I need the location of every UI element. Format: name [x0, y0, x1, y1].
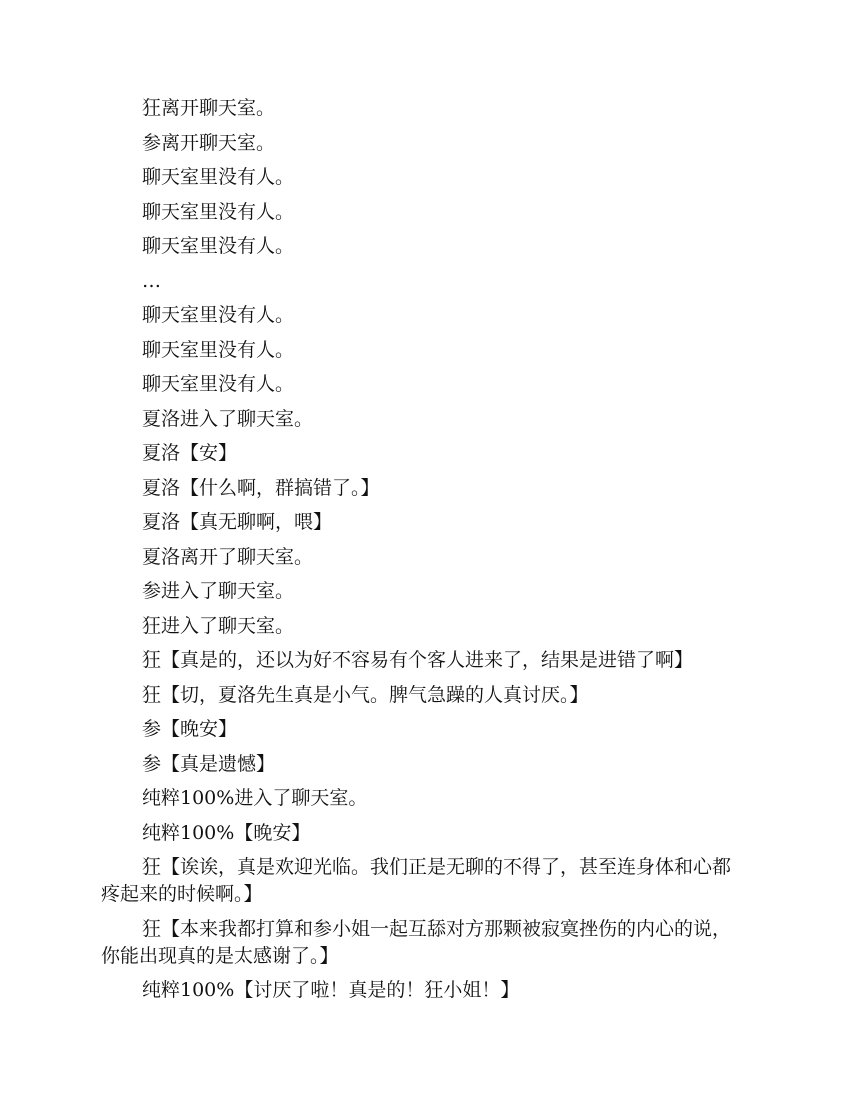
text-line: 聊天室里没有人。: [142, 200, 295, 223]
text-line: 狂【本来我都打算和参小姐一起互舔对方那颗被寂寞挫伤的内心的说，你能出现真的是太感谢了。】: [101, 917, 732, 967]
ellipsis-line: …: [142, 269, 161, 292]
text-line: 狂【真是的，还以为好不容易有个客人进来了，结果是进错了啊】: [142, 649, 694, 671]
text-line: 狂【切，夏洛先生真是小气。脾气急躁的人真讨厌。】: [142, 683, 589, 706]
text-line: 夏洛【什么啊，群搞错了。】: [142, 476, 380, 499]
document-page: [101, 95, 747, 1012]
text-line: 聊天室里没有人。: [142, 304, 295, 326]
text-line: 夏洛【安】: [142, 442, 238, 464]
text-line: 参离开聊天室。: [142, 131, 276, 154]
text-line: 聊天室里没有人。: [142, 166, 295, 188]
text-line: 夏洛离开了聊天室。: [142, 545, 314, 568]
text-line: 夏洛【真无聊啊，喂】: [142, 511, 333, 533]
text-line: 纯粹100%进入了聊天室。: [142, 787, 368, 809]
text-line: 参【晚安】: [142, 718, 238, 740]
text-line: 狂进入了聊天室。: [142, 614, 295, 637]
text-line: 聊天室里没有人。: [142, 338, 295, 361]
text-line: 夏洛进入了聊天室。: [142, 407, 314, 430]
text-line: 狂离开聊天室。: [142, 97, 276, 119]
text-line: 聊天室里没有人。: [142, 235, 295, 257]
text-line: 纯粹100%【晚安】: [142, 821, 311, 844]
text-line: 参进入了聊天室。: [142, 580, 295, 602]
text-line: 聊天室里没有人。: [142, 373, 295, 395]
text-line: 参【真是遗憾】: [142, 752, 276, 775]
text-line: 纯粹100%【讨厌了啦！真是的！狂小姐！】: [142, 979, 520, 1001]
text-line: 狂【诶诶，真是欢迎光临。我们正是无聊的不得了，甚至连身体和心都疼起来的时候啊。】: [101, 856, 732, 905]
